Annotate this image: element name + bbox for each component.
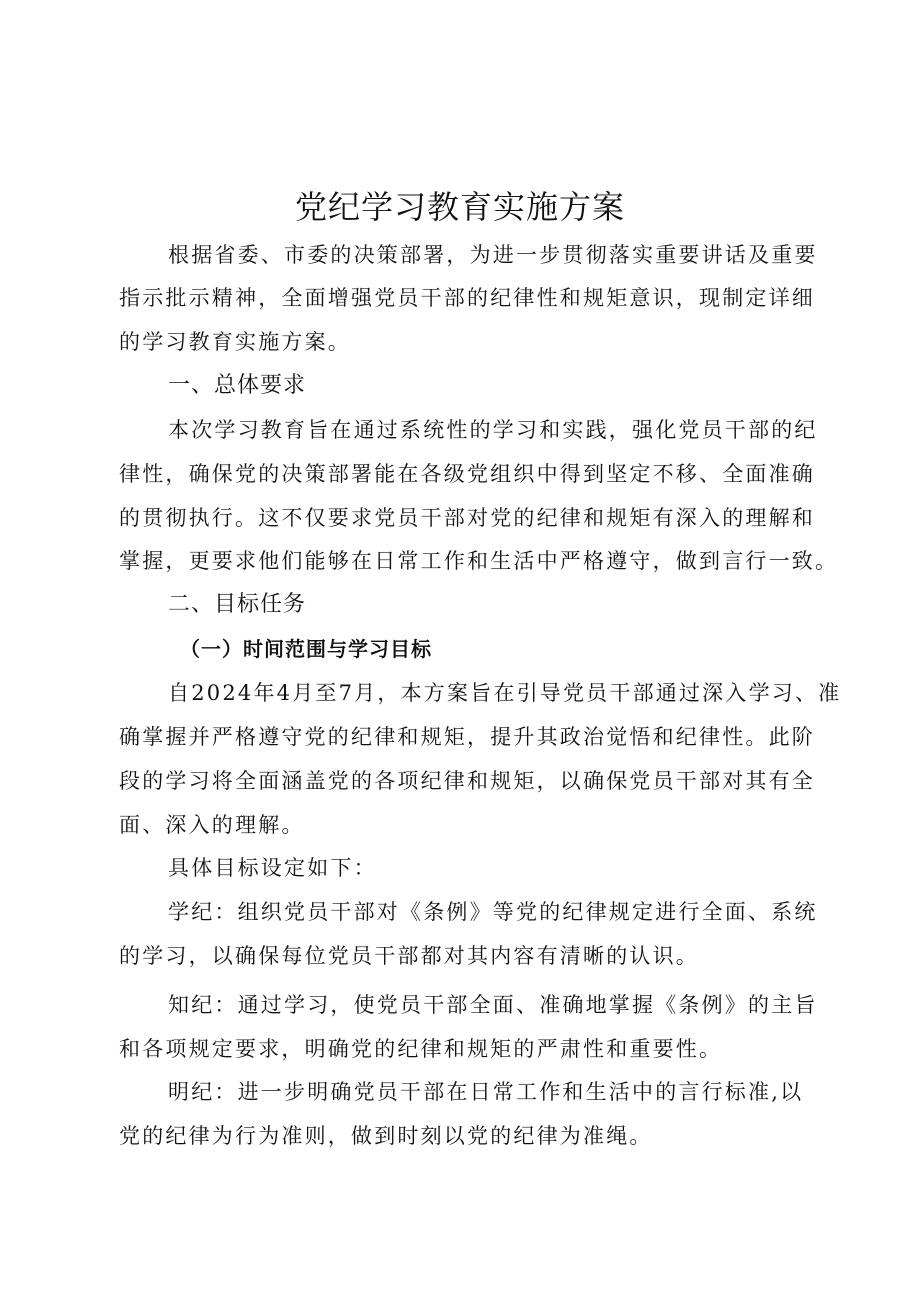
paragraph-line: 面、深入的理解。 [119, 813, 305, 837]
section-heading-2: 二、目标任务 [168, 592, 307, 617]
paragraph-line: 党的纪律为行为准则，做到时刻以党的纪律为准绳。 [119, 1124, 653, 1148]
paragraph-line: 的学习，以确保每位党员干部都对其内容有清晰的认识。 [119, 944, 699, 968]
paragraph-line: 指示批示精神，全面增强党员干部的纪律性和规矩意识，现制定详细 [119, 286, 815, 310]
paragraph-line: 确掌握并严格遵守党的纪律和规矩，提升其政治觉悟和纪律性。此阶 [119, 725, 815, 749]
paragraph-line: 掌握，更要求他们能够在日常工作和生活中严格遵守，做到言行一致。 [119, 549, 839, 573]
section-heading-1: 一、总体要求 [168, 373, 307, 398]
paragraph-line: 知纪：通过学习，使党员干部全面、准确地掌握《条例》的主旨 [168, 993, 818, 1017]
paragraph-line: 自2024年4月至7月，本方案旨在引导党员干部通过深入学习、准 [168, 681, 842, 705]
paragraph-line: 段的学习将全面涵盖党的各项纪律和规矩，以确保党员干部对其有全 [119, 769, 815, 793]
paragraph-line: 根据省委、市委的决策部署，为进一步贯彻落实重要讲话及重要 [168, 243, 818, 267]
paragraph-line: 的贯彻执行。这不仅要求党员干部对党的纪律和规矩有深入的理解和 [119, 506, 815, 530]
paragraph-line: 具体目标设定如下： [168, 856, 377, 880]
paragraph-line: 学纪：组织党员干部对《条例》等党的纪律规定进行全面、系统 [168, 900, 818, 924]
paragraph-line: 的学习教育实施方案。 [119, 330, 351, 354]
paragraph-line: 本次学习教育旨在通过系统性的学习和实践，强化党员干部的纪 [168, 418, 818, 442]
subsection-heading: （一）时间范围与学习目标 [180, 637, 432, 661]
paragraph-line: 和各项规定要求，明确党的纪律和规矩的严肃性和重要性。 [119, 1037, 723, 1061]
paragraph-line: 律性，确保党的决策部署能在各级党组织中得到坚定不移、全面准确 [119, 462, 815, 486]
document-title: 党纪学习教育实施方案 [294, 188, 625, 226]
paragraph-line: 明纪：进一步明确党员干部在日常工作和生活中的言行标准,以 [168, 1080, 804, 1104]
